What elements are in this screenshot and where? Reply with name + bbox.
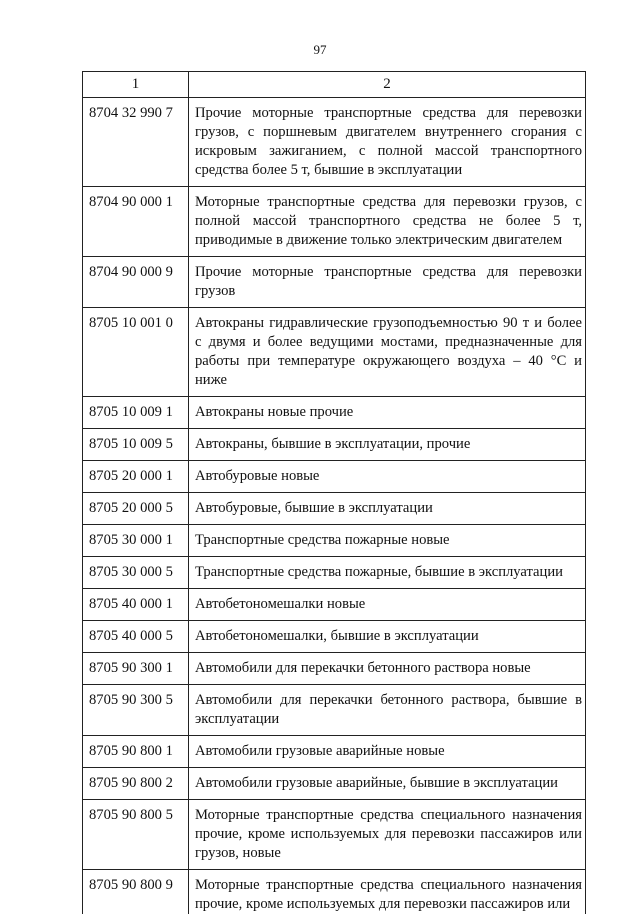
- table-row: [83, 653, 586, 685]
- code-cell: 8705 90 800 1: [83, 736, 189, 768]
- code-cell: 8705 90 800 9: [83, 870, 189, 914]
- description-cell: Автомобили для перекачки бетонного раствора новые: [189, 653, 586, 685]
- description-cell: Автокраны новые прочие: [189, 397, 586, 429]
- code-cell: 8705 90 800 5: [83, 800, 189, 870]
- table-row: [83, 685, 586, 736]
- table-row: [83, 736, 586, 768]
- page-number: 97: [0, 42, 640, 58]
- table-row: [83, 429, 586, 461]
- tariff-code-table: [82, 71, 586, 914]
- table-row: [83, 187, 586, 257]
- code-cell: 8705 10 009 1: [83, 397, 189, 429]
- description-cell: Моторные транспортные средства для перевозки грузов, с полной массой транспортного средства не более 5 т, приводимые в движение только электрическим двигателем: [189, 187, 586, 257]
- table-row: [83, 800, 586, 870]
- description-cell: Автомобили для перекачки бетонного раствора, бывшие в эксплуатации: [189, 685, 586, 736]
- code-cell: 8705 40 000 1: [83, 589, 189, 621]
- description-cell: Прочие моторные транспортные средства для перевозки грузов: [189, 257, 586, 308]
- description-cell: Транспортные средства пожарные, бывшие в эксплуатации: [189, 557, 586, 589]
- code-cell: 8705 20 000 1: [83, 461, 189, 493]
- code-cell: 8704 90 000 1: [83, 187, 189, 257]
- description-cell: Транспортные средства пожарные новые: [189, 525, 586, 557]
- table-row: [83, 461, 586, 493]
- description-cell: Автокраны, бывшие в эксплуатации, прочие: [189, 429, 586, 461]
- code-cell: 8705 20 000 5: [83, 493, 189, 525]
- table-row: [83, 397, 586, 429]
- table-row: [83, 98, 586, 187]
- code-cell: 8705 10 001 0: [83, 308, 189, 397]
- description-cell: Автобуровые новые: [189, 461, 586, 493]
- code-cell: 8704 90 000 9: [83, 257, 189, 308]
- code-cell: 8705 30 000 1: [83, 525, 189, 557]
- table-row: [83, 870, 586, 914]
- code-cell: 8705 10 009 5: [83, 429, 189, 461]
- table-row: [83, 257, 586, 308]
- description-cell: Автомобили грузовые аварийные, бывшие в эксплуатации: [189, 768, 586, 800]
- column-header-1: 1: [83, 72, 189, 98]
- table-row: [83, 525, 586, 557]
- description-cell: Прочие моторные транспортные средства для перевозки грузов, с поршневым двигателем внутреннего сгорания с искровым зажиганием, с полной массой транспортного средства более 5 т, бывшие в эксплуатации: [189, 98, 586, 187]
- table-row: [83, 768, 586, 800]
- description-cell: Автобетономешалки новые: [189, 589, 586, 621]
- table-header-row: [83, 72, 586, 98]
- description-cell: Автобуровые, бывшие в эксплуатации: [189, 493, 586, 525]
- code-cell: 8705 90 300 5: [83, 685, 189, 736]
- code-cell: 8705 90 800 2: [83, 768, 189, 800]
- description-cell: Автобетономешалки, бывшие в эксплуатации: [189, 621, 586, 653]
- code-cell: 8704 32 990 7: [83, 98, 189, 187]
- description-cell: Автокраны гидравлические грузоподъемностью 90 т и более с двумя и более ведущими мостами, предназначенные для работы при температуре окружающего воздуха – 40 °С и ниже: [189, 308, 586, 397]
- code-cell: 8705 90 300 1: [83, 653, 189, 685]
- description-cell: Автомобили грузовые аварийные новые: [189, 736, 586, 768]
- description-cell: Моторные транспортные средства специального назначения прочие, кроме используемых для перевозки пассажиров или грузов, новые: [189, 800, 586, 870]
- table-row: [83, 557, 586, 589]
- code-cell: 8705 40 000 5: [83, 621, 189, 653]
- table-row: [83, 308, 586, 397]
- table-row: [83, 589, 586, 621]
- column-header-2: 2: [189, 72, 586, 98]
- description-cell: Моторные транспортные средства специального назначения прочие, кроме используемых для перевозки пассажиров или: [189, 870, 586, 914]
- code-cell: 8705 30 000 5: [83, 557, 189, 589]
- table-row: [83, 621, 586, 653]
- table-row: [83, 493, 586, 525]
